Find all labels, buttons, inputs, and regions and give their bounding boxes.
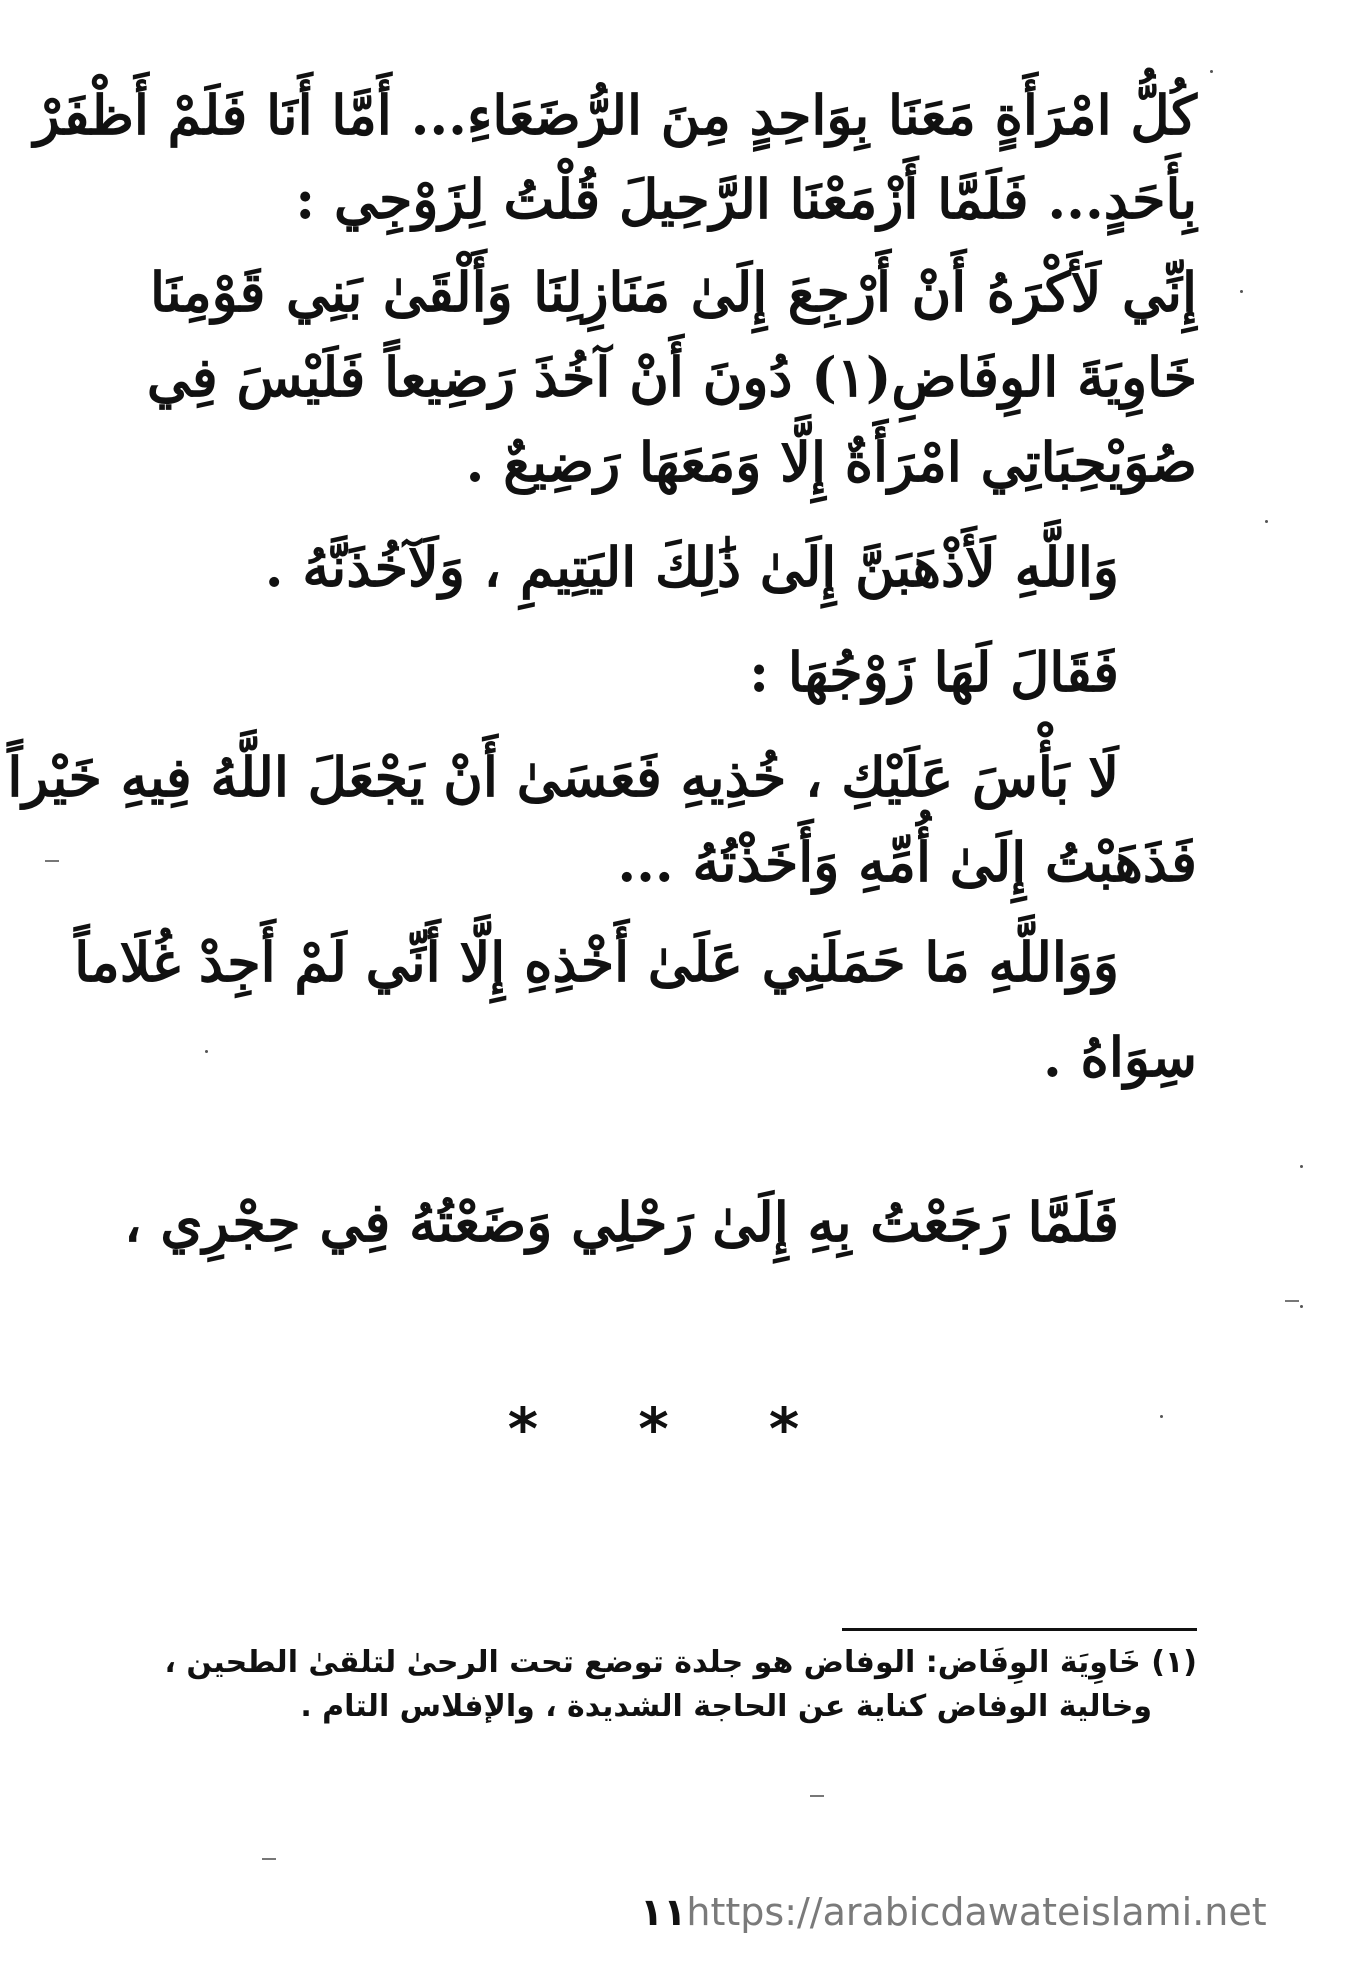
scan-speck bbox=[1300, 1305, 1303, 1308]
scan-mark bbox=[810, 1795, 824, 1797]
scan-speck bbox=[205, 1050, 208, 1053]
text-line-7: فَقَالَ لَهَا زَوْجُهَا : bbox=[749, 640, 1119, 704]
scan-mark bbox=[1285, 1300, 1299, 1302]
text-line-6: وَاللَّهِ لَأَذْهَبَنَّ إِلَىٰ ذَٰلِكَ اليَتِيمِ ، وَلَآخُذَنَّهُ . bbox=[264, 535, 1119, 599]
scan-speck bbox=[1265, 520, 1268, 523]
watermark-url: https://arabicdawateislami.net bbox=[686, 1890, 1267, 1934]
scan-mark bbox=[45, 860, 59, 862]
text-line-4: خَاوِيَةَ الوِفَاضِ(١) دُونَ أَنْ آخُذَ رَضِيعاً فَلَيْسَ فِي bbox=[146, 345, 1197, 409]
footnote-line-1: (١) خَاوِيَة الوِفَاض: الوفاض هو جلدة توضع تحت الرحىٰ لتلقىٰ الطحين ، bbox=[164, 1645, 1197, 1680]
text-line-8: لَا بَأْسَ عَلَيْكِ ، خُذِيهِ فَعَسَىٰ أَنْ يَجْعَلَ اللَّهُ فِيهِ خَيْراً bbox=[7, 745, 1119, 809]
text-line-1: كُلُّ امْرَأَةٍ مَعَنَا بِوَاحِدٍ مِنَ الرُّضَعَاءِ... أَمَّا أَنَا فَلَمْ أَظْفَرْ bbox=[33, 83, 1197, 147]
text-line-5: صُوَيْحِبَاتِي امْرَأَةٌ إِلَّا وَمَعَهَا رَضِيعٌ . bbox=[465, 430, 1197, 494]
text-line-9: فَذَهَبْتُ إِلَىٰ أُمِّهِ وَأَخَذْتُهُ ... bbox=[617, 830, 1197, 894]
text-line-3: إِنِّي لَأَكْرَهُ أَنْ أَرْجِعَ إِلَىٰ مَنَازِلِنَا وَأَلْقَىٰ بَنِي قَوْمِنَا bbox=[150, 260, 1197, 324]
scan-mark bbox=[262, 1858, 276, 1860]
text-line-11: سِوَاهُ . bbox=[1042, 1025, 1197, 1089]
scan-speck bbox=[1240, 290, 1243, 293]
footnote-divider bbox=[842, 1628, 1197, 1631]
page-footer bbox=[640, 1890, 1267, 1934]
scan-speck bbox=[1160, 1415, 1163, 1418]
text-line-10: وَوَاللَّهِ مَا حَمَلَنِي عَلَىٰ أَخْذِهِ إِلَّا أَنِّي لَمْ أَجِدْ غُلَاماً bbox=[74, 930, 1119, 994]
footnote-line-2: وخالية الوفاض كناية عن الحاجة الشديدة ، والإفلاس التام . bbox=[300, 1689, 1152, 1724]
page-number: ١١ bbox=[640, 1890, 687, 1934]
scan-speck bbox=[1210, 70, 1213, 73]
scan-speck bbox=[1300, 1165, 1303, 1168]
text-line-2: بِأَحَدٍ... فَلَمَّا أَزْمَعْنَا الرَّحِيلَ قُلْتُ لِزَوْجِي : bbox=[295, 167, 1197, 231]
section-separator: * * * bbox=[507, 1395, 840, 1463]
text-line-12: فَلَمَّا رَجَعْتُ بِهِ إِلَىٰ رَحْلِي وَضَعْتُهُ فِي حِجْرِي ، bbox=[124, 1190, 1119, 1254]
